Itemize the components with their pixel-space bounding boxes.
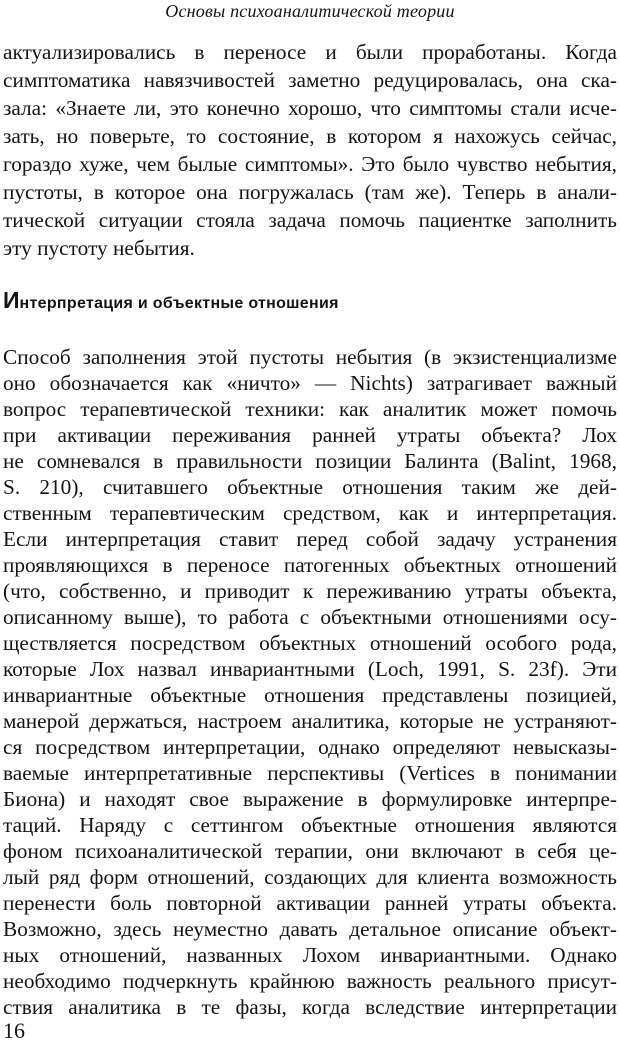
- text-line: манерой держаться, настроем аналитика, которые не устраняют-: [3, 709, 617, 733]
- text-line: ся посредством интерпретации, однако определяют невысказы-: [3, 735, 617, 759]
- page-number: 16: [3, 1018, 25, 1043]
- text-line: таций. Наряду с сеттингом объектные отношения являются: [3, 813, 617, 837]
- text-line: описанному выше), то работа с объектными отношениями осу-: [3, 605, 617, 629]
- text-line: не сомневался в правильности позиции Балинта (Balint, 1968,: [3, 449, 617, 473]
- text-line: Биона) и находят свое выражение в формулировке интерпре-: [3, 787, 617, 811]
- text-line: тической ситуации стояла задача помочь пациентке заполнить: [3, 208, 617, 232]
- text-line: ных отношений, названных Лохом инвариантными. Однако: [3, 943, 617, 967]
- text-line: ваемые интерпретативные перспективы (Vertices в понимании: [3, 761, 617, 785]
- text-line: симптоматика навязчивостей заметно редуцировалась, она ска-: [3, 68, 617, 92]
- text-line: зала: «Знаете ли, это конечно хорошо, что симптомы стали исче-: [3, 96, 617, 120]
- text-line: актуализировались в переносе и были проработаны. Когда: [3, 40, 617, 64]
- text-line: при активации переживания ранней утраты объекта? Лох: [3, 423, 617, 447]
- text-line: S. 210), считавшего объектные отношения таким же дей-: [3, 475, 617, 499]
- text-line: гораздо хуже, чем былые симптомы». Это было чувство небытия,: [3, 152, 617, 176]
- text-line: Способ заполнения этой пустоты небытия (в экзистенциализме: [3, 345, 617, 369]
- text-line: оно обозначается как «ничто» — Nichts) затрагивает важный: [3, 371, 617, 395]
- text-line: ствия аналитика в те фазы, когда вследствие интерпретации: [3, 995, 617, 1019]
- section-heading: [3, 286, 617, 318]
- text-line: пустоты, в которое она погружалась (там же). Теперь в анали-: [3, 180, 617, 204]
- text-line: зать, но поверьте, то состояние, в котором я нахожусь сейчас,: [3, 124, 617, 148]
- text-line: (что, собственно, и приводит к переживанию утраты объекта,: [3, 579, 617, 603]
- running-head: Основы психоаналитической теории: [165, 1, 455, 21]
- text-line: ществляется посредством объектных отношений особого рода,: [3, 631, 617, 655]
- text-line: которые Лох назвал инвариантными (Loch, 1991, S. 23f). Эти: [3, 657, 617, 681]
- text-line: лый ряд форм отношений, создающих для клиента возможность: [3, 865, 617, 889]
- text-line: инвариантные объектные отношения представлены позицией,: [3, 683, 617, 707]
- text-line: необходимо подчеркнуть крайнюю важность реального присут-: [3, 969, 617, 993]
- text-line: вопрос терапевтической техники: как аналитик может помочь: [3, 397, 617, 421]
- text-line: проявляющихся в переносе патогенных объектных отношений: [3, 553, 617, 577]
- text-line: ственным терапевтическим средством, как и интерпретация.: [3, 501, 617, 525]
- text-line: эту пустоту небытия.: [3, 236, 195, 260]
- text-line: Возможно, здесь неуместно давать детальное описание объект-: [3, 917, 617, 941]
- text-line: перенести боль повторной активации ранней утраты объекта.: [3, 891, 617, 915]
- heading-initial: И: [3, 287, 20, 313]
- heading-rest: нтерпретация и объектные отношения: [19, 295, 339, 312]
- text-line: Если интерпретация ставит перед собой задачу устранения: [3, 527, 617, 551]
- text-line: фоном психоаналитической терапии, они включают в себя це-: [3, 839, 617, 863]
